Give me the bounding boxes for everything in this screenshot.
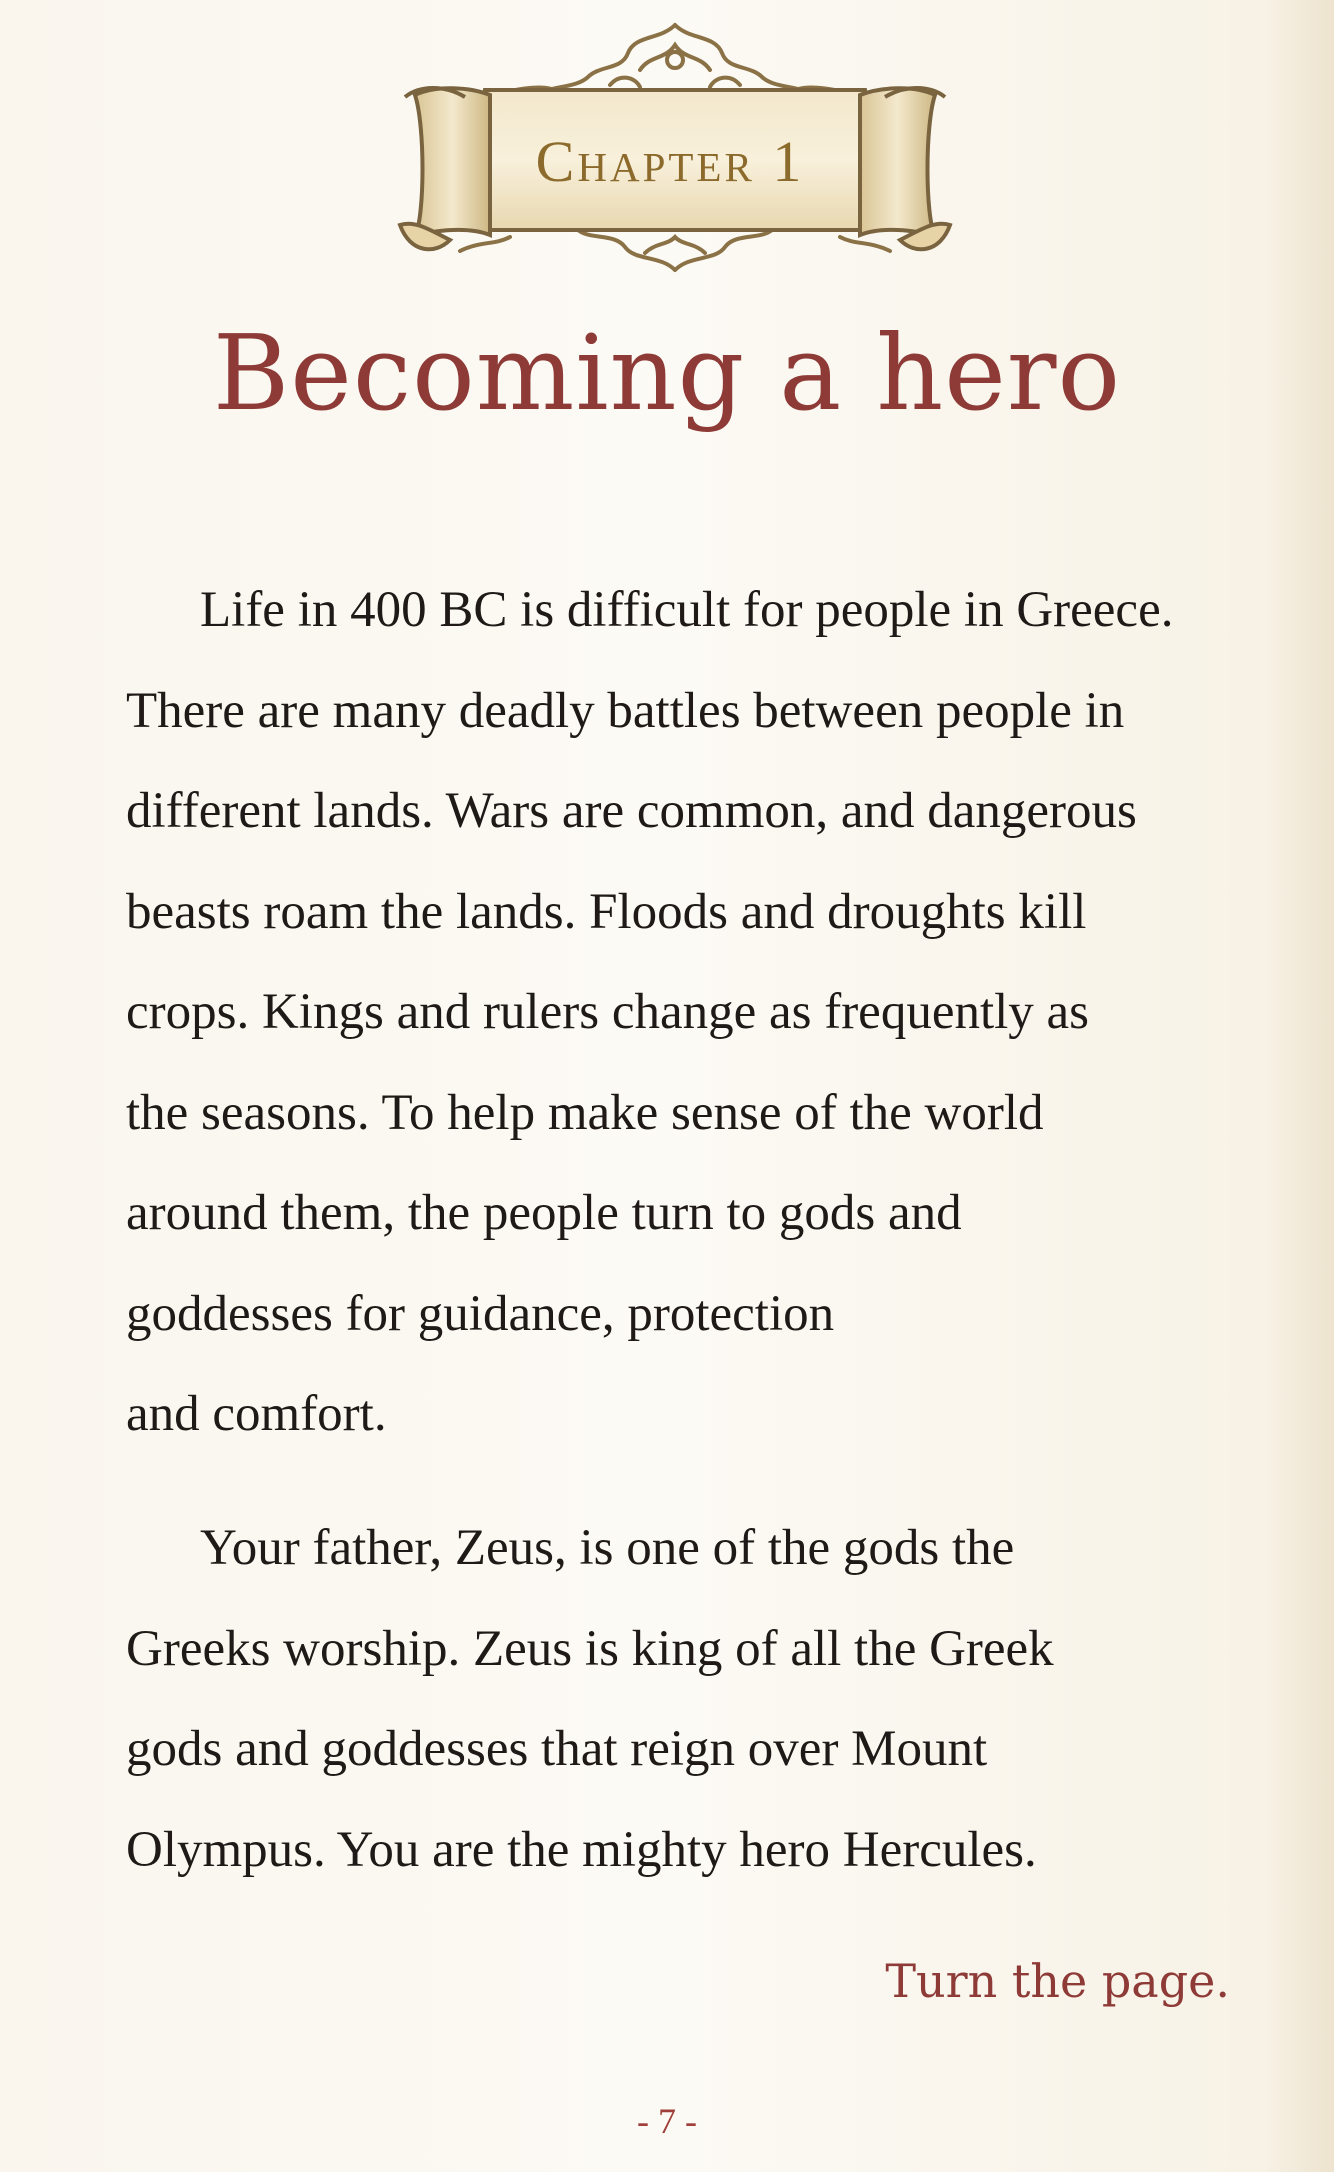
text-line: There are many deadly battles between people in [126,682,1125,739]
text-line: different lands. Wars are common, and dangerous [126,783,1137,839]
paragraph-1 [126,560,1236,1465]
text-line: crops. Kings and rulers change as frequently as [126,984,1090,1040]
page-number: - 7 - [637,2101,697,2141]
text-line: gods and goddesses that reign over Mount [126,1721,988,1777]
turn-the-page-prompt: Turn the page. [885,1954,1230,2008]
text-line: Greeks worship. Zeus is king of all the Greek [126,1620,1054,1677]
chapter-title: Becoming a hero [212,312,1122,434]
paragraph-2 [126,1498,1236,1900]
text-line: around them, the people turn to gods and [126,1185,962,1241]
chapter-label: Chapter 1 [535,129,805,194]
text-line: Your father, Zeus, is one of the gods the [200,1520,1015,1576]
text-line: beasts roam the lands. Floods and droughts kill [126,883,1087,940]
text-line: Life in 400 BC is difficult for people in Greece. [200,582,1174,638]
text-line: and comfort. [126,1386,387,1442]
text-line: goddesses for guidance, protection [126,1285,835,1342]
text-line: Olympus. You are the mighty hero Hercules. [126,1821,1037,1878]
text-line: the seasons. To help make sense of the world [126,1084,1044,1141]
